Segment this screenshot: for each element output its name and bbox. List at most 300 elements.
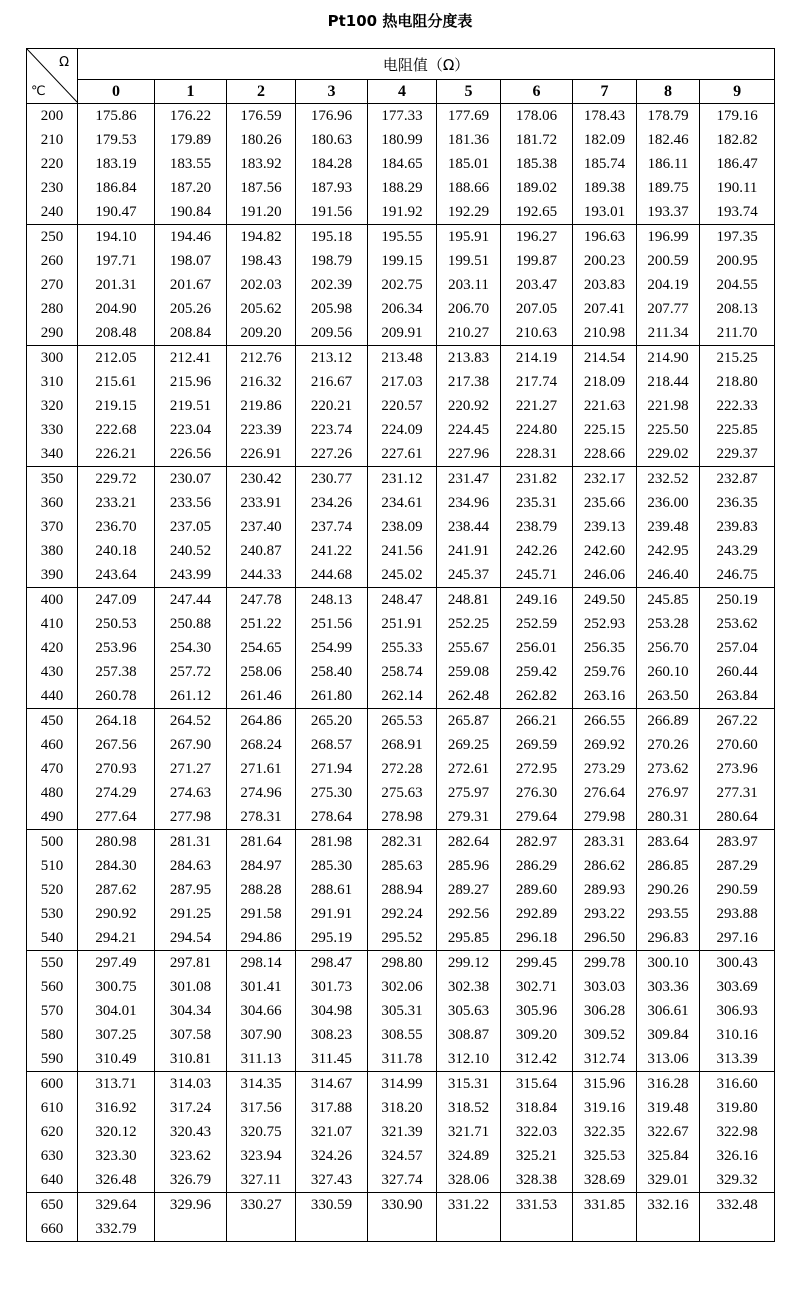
resistance-cell: 252.93 bbox=[573, 612, 637, 636]
resistance-cell: 282.31 bbox=[368, 830, 437, 855]
resistance-cell: 195.55 bbox=[368, 225, 437, 250]
resistance-cell: 226.21 bbox=[78, 442, 155, 467]
resistance-cell: 290.92 bbox=[78, 902, 155, 926]
resistance-cell: 295.19 bbox=[296, 926, 368, 951]
resistance-cell: 193.74 bbox=[700, 200, 775, 225]
resistance-cell: 320.75 bbox=[227, 1120, 296, 1144]
table-row bbox=[27, 539, 775, 563]
resistance-cell: 248.13 bbox=[296, 588, 368, 613]
resistance-cell bbox=[296, 1217, 368, 1242]
resistance-cell: 270.60 bbox=[700, 733, 775, 757]
resistance-cell: 274.29 bbox=[78, 781, 155, 805]
resistance-cell: 189.38 bbox=[573, 176, 637, 200]
resistance-cell: 264.18 bbox=[78, 709, 155, 734]
resistance-cell: 186.84 bbox=[78, 176, 155, 200]
resistance-cell: 267.56 bbox=[78, 733, 155, 757]
resistance-cell: 232.52 bbox=[637, 467, 700, 492]
resistance-cell: 217.38 bbox=[437, 370, 501, 394]
resistance-cell: 198.07 bbox=[155, 249, 227, 273]
resistance-cell: 195.91 bbox=[437, 225, 501, 250]
resistance-cell: 288.94 bbox=[368, 878, 437, 902]
resistance-cell bbox=[501, 1217, 573, 1242]
resistance-cell: 186.47 bbox=[700, 152, 775, 176]
table-row bbox=[27, 200, 775, 225]
resistance-cell: 275.63 bbox=[368, 781, 437, 805]
resistance-cell: 223.74 bbox=[296, 418, 368, 442]
resistance-cell: 296.50 bbox=[573, 926, 637, 951]
resistance-cell: 214.19 bbox=[501, 346, 573, 371]
resistance-cell: 268.57 bbox=[296, 733, 368, 757]
resistance-cell: 196.27 bbox=[501, 225, 573, 250]
resistance-cell: 251.91 bbox=[368, 612, 437, 636]
resistance-cell: 292.56 bbox=[437, 902, 501, 926]
column-header: 9 bbox=[700, 80, 775, 104]
resistance-cell: 316.92 bbox=[78, 1096, 155, 1120]
resistance-cell: 297.16 bbox=[700, 926, 775, 951]
resistance-cell: 261.46 bbox=[227, 684, 296, 709]
table-row bbox=[27, 757, 775, 781]
resistance-cell: 257.72 bbox=[155, 660, 227, 684]
resistance-cell: 310.49 bbox=[78, 1047, 155, 1072]
resistance-cell: 322.03 bbox=[501, 1120, 573, 1144]
resistance-cell: 225.15 bbox=[573, 418, 637, 442]
resistance-cell: 327.74 bbox=[368, 1168, 437, 1193]
resistance-cell: 242.95 bbox=[637, 539, 700, 563]
resistance-cell: 185.74 bbox=[573, 152, 637, 176]
temperature-cell: 430 bbox=[27, 660, 78, 684]
resistance-cell: 307.25 bbox=[78, 1023, 155, 1047]
resistance-cell: 323.62 bbox=[155, 1144, 227, 1168]
resistance-cell bbox=[700, 1217, 775, 1242]
page-title: Pt100 热电阻分度表 bbox=[327, 12, 473, 30]
resistance-cell: 193.37 bbox=[637, 200, 700, 225]
resistance-cell: 278.31 bbox=[227, 805, 296, 830]
table-row bbox=[27, 636, 775, 660]
resistance-cell: 264.86 bbox=[227, 709, 296, 734]
resistance-cell: 330.27 bbox=[227, 1193, 296, 1218]
resistance-cell: 229.72 bbox=[78, 467, 155, 492]
resistance-cell: 254.30 bbox=[155, 636, 227, 660]
resistance-cell: 255.33 bbox=[368, 636, 437, 660]
resistance-cell: 253.62 bbox=[700, 612, 775, 636]
resistance-cell: 221.63 bbox=[573, 394, 637, 418]
resistance-cell: 320.43 bbox=[155, 1120, 227, 1144]
resistance-cell: 306.28 bbox=[573, 999, 637, 1023]
resistance-cell: 321.07 bbox=[296, 1120, 368, 1144]
temperature-cell: 330 bbox=[27, 418, 78, 442]
resistance-cell: 215.25 bbox=[700, 346, 775, 371]
resistance-cell: 298.80 bbox=[368, 951, 437, 976]
resistance-cell: 219.51 bbox=[155, 394, 227, 418]
resistance-cell: 304.34 bbox=[155, 999, 227, 1023]
temperature-cell: 360 bbox=[27, 491, 78, 515]
resistance-cell: 263.50 bbox=[637, 684, 700, 709]
temperature-cell: 460 bbox=[27, 733, 78, 757]
resistance-cell: 301.41 bbox=[227, 975, 296, 999]
resistance-cell: 247.78 bbox=[227, 588, 296, 613]
resistance-cell: 208.13 bbox=[700, 297, 775, 321]
resistance-cell: 206.34 bbox=[368, 297, 437, 321]
resistance-cell: 244.33 bbox=[227, 563, 296, 588]
resistance-cell: 287.62 bbox=[78, 878, 155, 902]
column-header: 1 bbox=[155, 80, 227, 104]
table-row bbox=[27, 418, 775, 442]
temperature-cell: 370 bbox=[27, 515, 78, 539]
resistance-cell: 289.27 bbox=[437, 878, 501, 902]
table-row bbox=[27, 951, 775, 976]
resistance-cell: 311.45 bbox=[296, 1047, 368, 1072]
resistance-cell: 309.20 bbox=[501, 1023, 573, 1047]
resistance-cell: 231.12 bbox=[368, 467, 437, 492]
resistance-cell: 289.93 bbox=[573, 878, 637, 902]
resistance-cell bbox=[227, 1217, 296, 1242]
resistance-cell bbox=[155, 1217, 227, 1242]
resistance-cell: 261.80 bbox=[296, 684, 368, 709]
resistance-cell: 194.82 bbox=[227, 225, 296, 250]
resistance-cell: 275.30 bbox=[296, 781, 368, 805]
resistance-cell: 301.08 bbox=[155, 975, 227, 999]
temperature-cell: 470 bbox=[27, 757, 78, 781]
resistance-cell: 305.63 bbox=[437, 999, 501, 1023]
resistance-cell: 197.71 bbox=[78, 249, 155, 273]
resistance-cell: 242.26 bbox=[501, 539, 573, 563]
resistance-cell: 332.79 bbox=[78, 1217, 155, 1242]
resistance-cell: 283.64 bbox=[637, 830, 700, 855]
resistance-cell: 271.61 bbox=[227, 757, 296, 781]
temperature-cell: 410 bbox=[27, 612, 78, 636]
resistance-cell: 330.90 bbox=[368, 1193, 437, 1218]
resistance-cell: 183.92 bbox=[227, 152, 296, 176]
resistance-cell: 243.64 bbox=[78, 563, 155, 588]
resistance-cell: 182.09 bbox=[573, 128, 637, 152]
resistance-cell: 280.31 bbox=[637, 805, 700, 830]
resistance-cell: 304.66 bbox=[227, 999, 296, 1023]
resistance-cell: 286.85 bbox=[637, 854, 700, 878]
resistance-cell: 200.59 bbox=[637, 249, 700, 273]
resistance-cell: 329.64 bbox=[78, 1193, 155, 1218]
resistance-cell: 314.35 bbox=[227, 1072, 296, 1097]
resistance-cell: 176.22 bbox=[155, 104, 227, 129]
resistance-cell: 264.52 bbox=[155, 709, 227, 734]
resistance-cell: 191.20 bbox=[227, 200, 296, 225]
table-row bbox=[27, 1047, 775, 1072]
resistance-cell: 308.87 bbox=[437, 1023, 501, 1047]
resistance-cell: 307.58 bbox=[155, 1023, 227, 1047]
resistance-cell: 198.43 bbox=[227, 249, 296, 273]
resistance-cell: 207.77 bbox=[637, 297, 700, 321]
resistance-cell: 194.46 bbox=[155, 225, 227, 250]
resistance-cell: 276.30 bbox=[501, 781, 573, 805]
resistance-cell: 286.29 bbox=[501, 854, 573, 878]
resistance-cell: 324.57 bbox=[368, 1144, 437, 1168]
resistance-cell: 300.43 bbox=[700, 951, 775, 976]
resistance-cell: 324.89 bbox=[437, 1144, 501, 1168]
resistance-cell: 290.26 bbox=[637, 878, 700, 902]
column-header: 2 bbox=[227, 80, 296, 104]
temperature-cell: 240 bbox=[27, 200, 78, 225]
table-row bbox=[27, 999, 775, 1023]
resistance-cell: 320.12 bbox=[78, 1120, 155, 1144]
resistance-cell: 227.26 bbox=[296, 442, 368, 467]
resistance-cell: 291.58 bbox=[227, 902, 296, 926]
resistance-cell: 316.60 bbox=[700, 1072, 775, 1097]
resistance-cell: 217.03 bbox=[368, 370, 437, 394]
resistance-cell: 219.86 bbox=[227, 394, 296, 418]
table-row bbox=[27, 781, 775, 805]
resistance-cell: 310.16 bbox=[700, 1023, 775, 1047]
resistance-cell: 220.92 bbox=[437, 394, 501, 418]
column-header: 7 bbox=[573, 80, 637, 104]
resistance-cell: 190.84 bbox=[155, 200, 227, 225]
resistance-cell: 294.86 bbox=[227, 926, 296, 951]
resistance-cell: 274.63 bbox=[155, 781, 227, 805]
temperature-cell: 650 bbox=[27, 1193, 78, 1218]
resistance-cell: 259.76 bbox=[573, 660, 637, 684]
resistance-cell: 246.06 bbox=[573, 563, 637, 588]
resistance-cell: 216.32 bbox=[227, 370, 296, 394]
resistance-cell: 228.31 bbox=[501, 442, 573, 467]
resistance-cell: 278.98 bbox=[368, 805, 437, 830]
resistance-cell: 232.17 bbox=[573, 467, 637, 492]
temperature-cell: 310 bbox=[27, 370, 78, 394]
resistance-cell: 254.65 bbox=[227, 636, 296, 660]
resistance-cell: 234.61 bbox=[368, 491, 437, 515]
resistance-cell: 184.65 bbox=[368, 152, 437, 176]
resistance-cell: 178.06 bbox=[501, 104, 573, 129]
resistance-cell: 200.95 bbox=[700, 249, 775, 273]
table-row bbox=[27, 394, 775, 418]
corner-cell bbox=[27, 49, 78, 80]
resistance-cell: 180.99 bbox=[368, 128, 437, 152]
resistance-cell: 272.61 bbox=[437, 757, 501, 781]
resistance-cell: 224.09 bbox=[368, 418, 437, 442]
resistance-cell: 272.28 bbox=[368, 757, 437, 781]
resistance-cell: 301.73 bbox=[296, 975, 368, 999]
resistance-cell: 230.77 bbox=[296, 467, 368, 492]
table-row bbox=[27, 902, 775, 926]
resistance-cell: 177.33 bbox=[368, 104, 437, 129]
resistance-cell: 303.03 bbox=[573, 975, 637, 999]
resistance-cell: 284.97 bbox=[227, 854, 296, 878]
resistance-cell: 307.90 bbox=[227, 1023, 296, 1047]
resistance-cell: 270.93 bbox=[78, 757, 155, 781]
resistance-cell: 299.45 bbox=[501, 951, 573, 976]
resistance-cell: 321.39 bbox=[368, 1120, 437, 1144]
resistance-cell: 268.91 bbox=[368, 733, 437, 757]
resistance-cell: 254.99 bbox=[296, 636, 368, 660]
diagonal-line-icon bbox=[27, 49, 78, 103]
resistance-cell: 296.18 bbox=[501, 926, 573, 951]
resistance-cell: 258.06 bbox=[227, 660, 296, 684]
resistance-cell: 293.55 bbox=[637, 902, 700, 926]
resistance-cell: 285.30 bbox=[296, 854, 368, 878]
resistance-cell: 289.60 bbox=[501, 878, 573, 902]
resistance-cell: 240.87 bbox=[227, 539, 296, 563]
resistance-cell: 310.81 bbox=[155, 1047, 227, 1072]
resistance-cell: 318.20 bbox=[368, 1096, 437, 1120]
resistance-cell: 204.55 bbox=[700, 273, 775, 297]
table-row bbox=[27, 588, 775, 613]
resistance-cell: 248.47 bbox=[368, 588, 437, 613]
resistance-cell: 285.63 bbox=[368, 854, 437, 878]
table-row bbox=[27, 128, 775, 152]
resistance-cell: 256.35 bbox=[573, 636, 637, 660]
resistance-cell: 190.11 bbox=[700, 176, 775, 200]
resistance-cell: 332.48 bbox=[700, 1193, 775, 1218]
resistance-cell: 203.47 bbox=[501, 273, 573, 297]
resistance-cell: 190.47 bbox=[78, 200, 155, 225]
temperature-cell: 590 bbox=[27, 1047, 78, 1072]
resistance-cell: 314.03 bbox=[155, 1072, 227, 1097]
resistance-cell: 225.50 bbox=[637, 418, 700, 442]
resistance-cell: 237.05 bbox=[155, 515, 227, 539]
column-header: 5 bbox=[437, 80, 501, 104]
resistance-cell: 203.83 bbox=[573, 273, 637, 297]
resistance-cell: 308.23 bbox=[296, 1023, 368, 1047]
resistance-cell: 185.01 bbox=[437, 152, 501, 176]
resistance-cell: 317.56 bbox=[227, 1096, 296, 1120]
corner-unit-celsius: ℃ bbox=[27, 80, 78, 104]
temperature-cell: 210 bbox=[27, 128, 78, 152]
resistance-cell: 202.39 bbox=[296, 273, 368, 297]
resistance-cell: 295.52 bbox=[368, 926, 437, 951]
resistance-cell: 208.84 bbox=[155, 321, 227, 346]
resistance-cell: 188.29 bbox=[368, 176, 437, 200]
resistance-cell: 241.91 bbox=[437, 539, 501, 563]
resistance-cell: 245.37 bbox=[437, 563, 501, 588]
resistance-cell: 299.12 bbox=[437, 951, 501, 976]
resistance-cell: 241.56 bbox=[368, 539, 437, 563]
temperature-cell: 280 bbox=[27, 297, 78, 321]
table-row bbox=[27, 733, 775, 757]
table-row bbox=[27, 346, 775, 371]
resistance-cell: 267.90 bbox=[155, 733, 227, 757]
resistance-cell: 328.69 bbox=[573, 1168, 637, 1193]
table-row bbox=[27, 1120, 775, 1144]
resistance-cell: 291.91 bbox=[296, 902, 368, 926]
table-row bbox=[27, 830, 775, 855]
resistance-cell: 280.98 bbox=[78, 830, 155, 855]
resistance-cell: 312.42 bbox=[501, 1047, 573, 1072]
resistance-cell: 260.44 bbox=[700, 660, 775, 684]
resistance-cell: 292.24 bbox=[368, 902, 437, 926]
temperature-cell: 220 bbox=[27, 152, 78, 176]
resistance-cell: 207.41 bbox=[573, 297, 637, 321]
resistance-cell: 293.22 bbox=[573, 902, 637, 926]
resistance-cell: 322.98 bbox=[700, 1120, 775, 1144]
resistance-cell: 281.98 bbox=[296, 830, 368, 855]
resistance-cell: 324.26 bbox=[296, 1144, 368, 1168]
resistance-cell: 206.70 bbox=[437, 297, 501, 321]
table-row bbox=[27, 297, 775, 321]
temperature-cell: 290 bbox=[27, 321, 78, 346]
resistance-cell: 175.86 bbox=[78, 104, 155, 129]
resistance-cell: 314.99 bbox=[368, 1072, 437, 1097]
resistance-cell: 197.35 bbox=[700, 225, 775, 250]
resistance-cell: 219.15 bbox=[78, 394, 155, 418]
resistance-cell: 203.11 bbox=[437, 273, 501, 297]
resistance-cell: 178.79 bbox=[637, 104, 700, 129]
resistance-cell: 215.96 bbox=[155, 370, 227, 394]
resistance-cell: 180.63 bbox=[296, 128, 368, 152]
resistance-cell: 305.31 bbox=[368, 999, 437, 1023]
resistance-cell: 202.75 bbox=[368, 273, 437, 297]
resistance-cell: 287.95 bbox=[155, 878, 227, 902]
resistance-cell: 185.38 bbox=[501, 152, 573, 176]
resistance-cell: 325.84 bbox=[637, 1144, 700, 1168]
table-row bbox=[27, 684, 775, 709]
resistance-cell: 186.11 bbox=[637, 152, 700, 176]
resistance-cell: 221.98 bbox=[637, 394, 700, 418]
resistance-cell: 180.26 bbox=[227, 128, 296, 152]
resistance-cell: 331.53 bbox=[501, 1193, 573, 1218]
resistance-cell: 209.56 bbox=[296, 321, 368, 346]
resistance-cell: 213.12 bbox=[296, 346, 368, 371]
resistance-cell: 265.53 bbox=[368, 709, 437, 734]
resistance-cell: 303.36 bbox=[637, 975, 700, 999]
temperature-cell: 250 bbox=[27, 225, 78, 250]
resistance-cell: 328.38 bbox=[501, 1168, 573, 1193]
temperature-cell: 550 bbox=[27, 951, 78, 976]
temperature-cell: 440 bbox=[27, 684, 78, 709]
resistance-cell: 218.44 bbox=[637, 370, 700, 394]
table-row bbox=[27, 1168, 775, 1193]
resistance-cell: 210.63 bbox=[501, 321, 573, 346]
resistance-cell: 189.75 bbox=[637, 176, 700, 200]
resistance-cell: 300.75 bbox=[78, 975, 155, 999]
resistance-cell: 182.82 bbox=[700, 128, 775, 152]
resistance-cell: 237.40 bbox=[227, 515, 296, 539]
resistance-cell: 200.23 bbox=[573, 249, 637, 273]
resistance-cell: 266.89 bbox=[637, 709, 700, 734]
temperature-cell: 480 bbox=[27, 781, 78, 805]
resistance-cell: 234.96 bbox=[437, 491, 501, 515]
resistance-cell: 282.64 bbox=[437, 830, 501, 855]
resistance-cell: 204.90 bbox=[78, 297, 155, 321]
resistance-cell bbox=[368, 1217, 437, 1242]
resistance-cell: 322.67 bbox=[637, 1120, 700, 1144]
resistance-cell: 321.71 bbox=[437, 1120, 501, 1144]
resistance-cell: 323.30 bbox=[78, 1144, 155, 1168]
resistance-cell: 223.39 bbox=[227, 418, 296, 442]
resistance-cell: 235.31 bbox=[501, 491, 573, 515]
resistance-cell: 246.75 bbox=[700, 563, 775, 588]
resistance-cell: 233.21 bbox=[78, 491, 155, 515]
resistance-cell: 207.05 bbox=[501, 297, 573, 321]
resistance-cell: 179.53 bbox=[78, 128, 155, 152]
resistance-cell: 260.10 bbox=[637, 660, 700, 684]
resistance-cell: 319.80 bbox=[700, 1096, 775, 1120]
resistance-cell: 318.52 bbox=[437, 1096, 501, 1120]
resistance-cell: 263.84 bbox=[700, 684, 775, 709]
resistance-cell: 235.66 bbox=[573, 491, 637, 515]
resistance-cell: 231.47 bbox=[437, 467, 501, 492]
resistance-cell: 218.09 bbox=[573, 370, 637, 394]
table-row bbox=[27, 467, 775, 492]
group-header: 电阻值（Ω） bbox=[78, 49, 775, 80]
resistance-cell: 327.43 bbox=[296, 1168, 368, 1193]
resistance-cell: 250.53 bbox=[78, 612, 155, 636]
resistance-cell: 262.82 bbox=[501, 684, 573, 709]
resistance-cell: 236.35 bbox=[700, 491, 775, 515]
resistance-cell: 273.96 bbox=[700, 757, 775, 781]
table-row bbox=[27, 660, 775, 684]
resistance-cell: 252.59 bbox=[501, 612, 573, 636]
resistance-cell: 205.26 bbox=[155, 297, 227, 321]
resistance-cell: 204.19 bbox=[637, 273, 700, 297]
resistance-cell: 281.64 bbox=[227, 830, 296, 855]
table-row bbox=[27, 1217, 775, 1242]
